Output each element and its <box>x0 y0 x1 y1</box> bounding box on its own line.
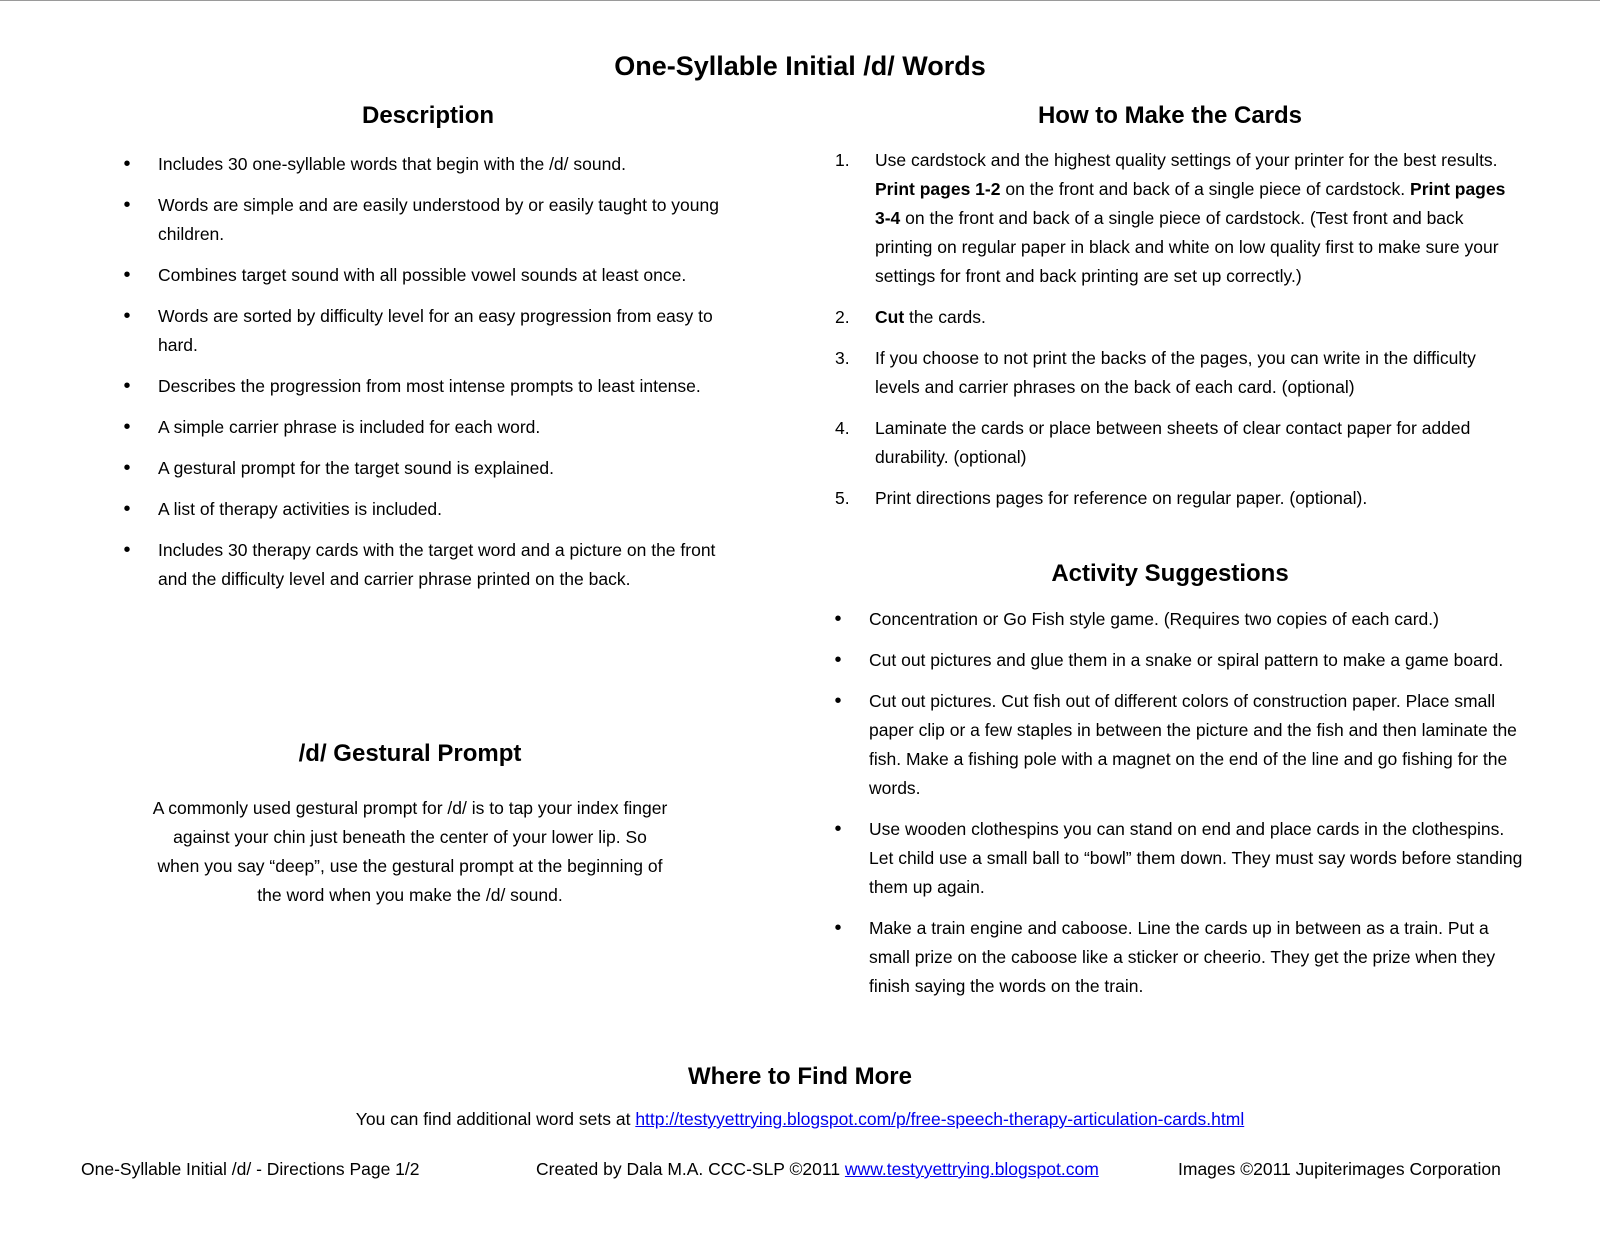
bullet-icon: • <box>834 818 842 840</box>
item-number: 5. <box>835 488 850 508</box>
list-item: 5. Print directions pages for reference on regular paper. (optional). <box>835 484 1525 513</box>
list-item: 3. If you choose to not print the backs of the pages, you can write in the difficulty levels and carrier phrases on the back of each card. (optional) <box>835 344 1525 402</box>
list-item: • Includes 30 one-syllable words that begin with the /d/ sound. <box>125 150 735 179</box>
footer-page-label: One-Syllable Initial /d/ - Directions Page 1/2 <box>81 1159 420 1179</box>
description-list <box>125 150 735 594</box>
item-number: 2. <box>835 307 850 327</box>
bullet-icon: • <box>123 498 131 520</box>
list-item: 1. Use cardstock and the highest quality settings of your printer for the best results. Print pages 1-2 on the front and back of a single piece of cardstock. Print pages 3-4 on the front and back of a single piece of cardstock. (Test front and back printing on regular paper in black and white on low quality first to make sure your settings for front and back printing are set up correctly.) <box>835 146 1525 291</box>
find-more-heading: Where to Find More <box>688 1063 912 1090</box>
bullet-icon: • <box>834 690 842 712</box>
find-more-text: You can find additional word sets at http://testyyettrying.blogspot.com/p/free-speech-therapy-articulation-cards.html <box>355 1109 1245 1129</box>
list-item: 2. Cut the cards. <box>835 303 1525 332</box>
activity-list <box>836 605 1526 1001</box>
bullet-icon: • <box>123 264 131 286</box>
page-title: One-Syllable Initial /d/ Words <box>614 51 986 81</box>
item-number: 1. <box>835 150 850 170</box>
item-number: 4. <box>835 418 850 438</box>
description-section <box>125 150 735 606</box>
activity-suggestions-section <box>836 605 1526 1013</box>
list-item: • A simple carrier phrase is included for each word. <box>125 413 735 442</box>
word-sets-link[interactable]: http://testyyettrying.blogspot.com/p/free-speech-therapy-articulation-cards.html <box>635 1109 1245 1129</box>
bullet-icon: • <box>834 649 842 671</box>
list-item: • Includes 30 therapy cards with the target word and a picture on the front and the difficulty level and carrier phrase printed on the back. <box>125 536 735 594</box>
bullet-icon: • <box>123 539 131 561</box>
footer-credit: Created by Dala M.A. CCC-SLP ©2011 www.testyyettrying.blogspot.com <box>536 1159 1099 1179</box>
list-item: • Cut out pictures and glue them in a snake or spiral pattern to make a game board. <box>836 646 1526 675</box>
make-cards-heading: How to Make the Cards <box>1037 102 1303 129</box>
gestural-prompt-heading: /d/ Gestural Prompt <box>298 740 522 767</box>
list-item: • Concentration or Go Fish style game. (Requires two copies of each card.) <box>836 605 1526 634</box>
bullet-icon: • <box>123 416 131 438</box>
make-cards-section <box>835 146 1525 525</box>
list-item: • Describes the progression from most intense prompts to least intense. <box>125 372 735 401</box>
bullet-icon: • <box>123 457 131 479</box>
bullet-icon: • <box>123 194 131 216</box>
make-cards-list <box>835 146 1525 513</box>
activity-suggestions-heading: Activity Suggestions <box>1051 560 1289 587</box>
page-top-border <box>0 0 1600 1</box>
gestural-prompt-text: A commonly used gestural prompt for /d/ is to tap your index finger against your chin just beneath the center of your lower lip. So when you say “deep”, use the gestural prompt at the beginning of the word when you make the /d/ sound. <box>152 798 668 905</box>
bullet-icon: • <box>123 305 131 327</box>
list-item: 4. Laminate the cards or place between sheets of clear contact paper for added durability. (optional) <box>835 414 1525 472</box>
blog-link[interactable]: www.testyyettrying.blogspot.com <box>844 1159 1099 1179</box>
list-item: • Cut out pictures. Cut fish out of different colors of construction paper. Place small paper clip or a few staples in between the picture and the fish and then laminate the fish. Make a fishing pole with a magnet on the end of the line and go fishing for the words. <box>836 687 1526 803</box>
list-item: • Words are sorted by difficulty level for an easy progression from easy to hard. <box>125 302 735 360</box>
description-heading: Description <box>361 102 495 129</box>
list-item: • A gestural prompt for the target sound is explained. <box>125 454 735 483</box>
bullet-icon: • <box>834 917 842 939</box>
bullet-icon: • <box>834 608 842 630</box>
item-number: 3. <box>835 348 850 368</box>
list-item: • A list of therapy activities is included. <box>125 495 735 524</box>
list-item: • Use wooden clothespins you can stand on end and place cards in the clothespins. Let child use a small ball to “bowl” them down. They must say words before standing them up again. <box>836 815 1526 902</box>
list-item: • Combines target sound with all possible vowel sounds at least once. <box>125 261 735 290</box>
footer-image-credit: Images ©2011 Jupiterimages Corporation <box>1178 1159 1501 1179</box>
list-item: • Words are simple and are easily understood by or easily taught to young children. <box>125 191 735 249</box>
bullet-icon: • <box>123 153 131 175</box>
list-item: • Make a train engine and caboose. Line the cards up in between as a train. Put a small prize on the caboose like a sticker or cheerio. They get the prize when they finish saying the words on the train. <box>836 914 1526 1001</box>
bullet-icon: • <box>123 375 131 397</box>
